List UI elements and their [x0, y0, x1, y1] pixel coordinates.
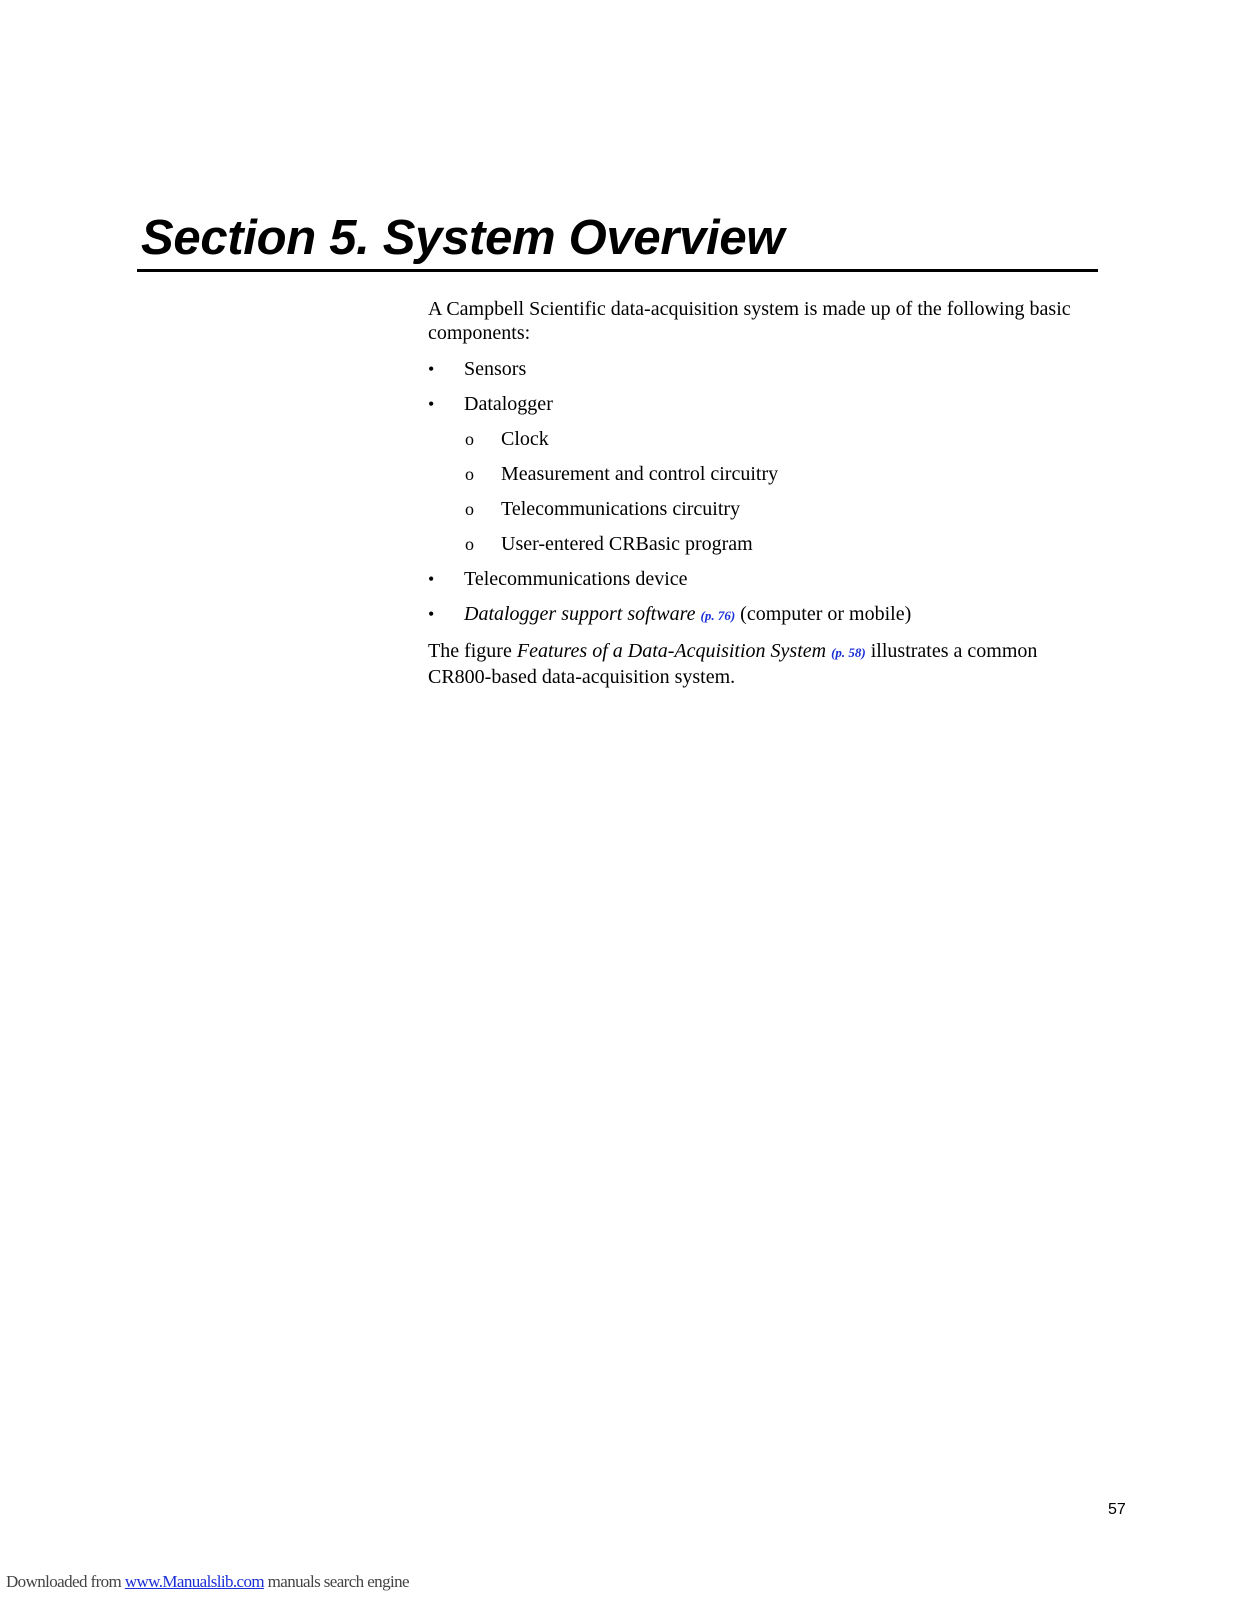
sublist-item-label: Measurement and control circuitry: [501, 463, 779, 485]
figure-title: Features of a Data-Acquisition System: [516, 640, 827, 662]
software-term: Datalogger support software: [464, 603, 696, 625]
bullet-icon: •: [428, 604, 435, 624]
footer-suffix: manuals search engine: [264, 1572, 409, 1591]
components-list: [428, 357, 1088, 637]
sublist-item-crbasic: [428, 532, 1088, 567]
manualslib-link[interactable]: www.Manualslib.com: [124, 1572, 265, 1591]
body-text: [428, 297, 1088, 689]
circle-bullet-icon: o: [465, 429, 474, 449]
closing-paragraph: [428, 639, 1088, 689]
footer-prefix: Downloaded from: [6, 1572, 125, 1591]
bullet-icon: •: [428, 394, 435, 414]
sublist-item-label: User-entered CRBasic program: [501, 533, 753, 555]
list-item-label: Telecommunications device: [464, 568, 688, 590]
download-footer: [6, 1572, 409, 1592]
list-item-label: Sensors: [464, 358, 527, 380]
page-number: 57: [1108, 1501, 1126, 1518]
list-item-label: [464, 602, 911, 628]
title-rule: [137, 269, 1098, 272]
page-ref-link[interactable]: (p. 76): [700, 608, 736, 623]
list-item-software: [428, 602, 1088, 637]
closing-prefix: The figure: [428, 640, 517, 662]
intro-paragraph: A Campbell Scientific data-acquisition system is made up of the following basic components:: [428, 298, 1071, 344]
list-item-label: Datalogger: [464, 393, 553, 415]
list-item-datalogger: [428, 392, 1088, 427]
sublist-item-clock: [428, 427, 1088, 462]
bullet-icon: •: [428, 359, 435, 379]
sublist-item-telecom-circuitry: [428, 497, 1088, 532]
bullet-icon: •: [428, 569, 435, 589]
software-suffix: (computer or mobile): [740, 603, 912, 625]
list-item-telecom-device: [428, 567, 1088, 602]
circle-bullet-icon: o: [465, 534, 474, 554]
figure-ref-link[interactable]: (p. 58): [831, 645, 866, 660]
list-item-sensors: [428, 357, 1088, 392]
sublist-item-measurement: [428, 462, 1088, 497]
section-title: Section 5. System Overview: [141, 211, 785, 265]
closing-suffix: illustrates a common CR800-based data-acquisition system.: [428, 640, 1038, 688]
circle-bullet-icon: o: [465, 499, 474, 519]
sublist-item-label: Clock: [501, 428, 549, 450]
sublist-item-label: Telecommunications circuitry: [501, 498, 741, 520]
circle-bullet-icon: o: [465, 464, 474, 484]
